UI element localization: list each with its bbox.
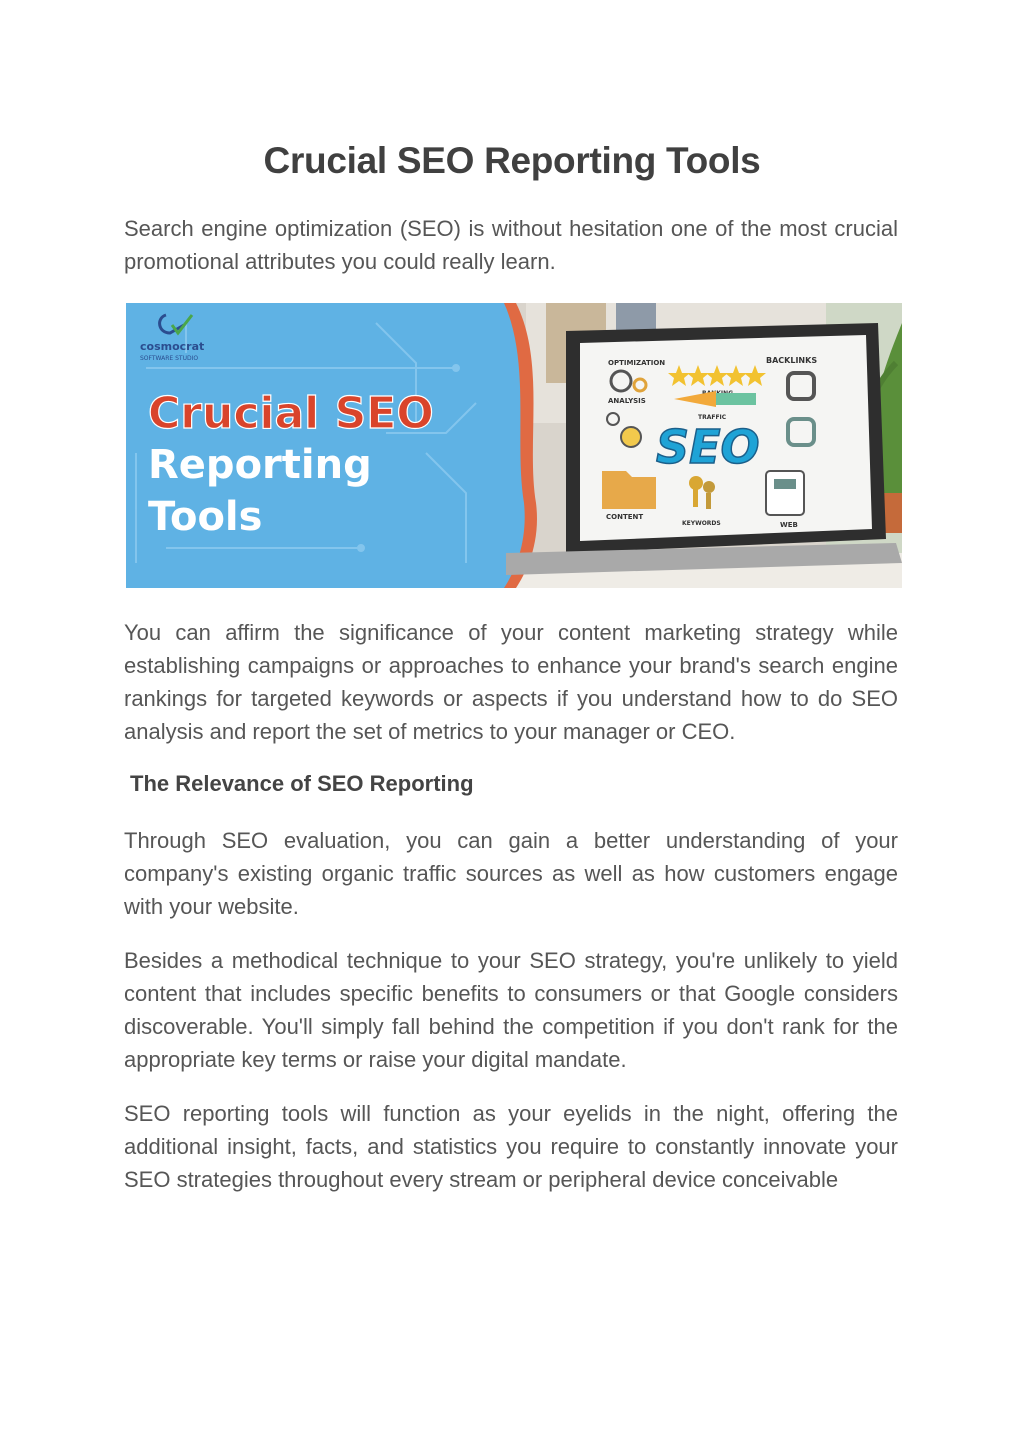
banner-headline-line3: Tools (148, 494, 263, 540)
banner-headline-line2: Reporting (148, 442, 372, 488)
web-icon (766, 471, 804, 515)
section-paragraph: Besides a methodical technique to your SEO strategy, you're unlikely to yield content that includes specific benefits to consumers or that Google considers discoverable. You'll simply fall behind the competition if you don't rank for the appropriate key terms or raise your digital mandate. (124, 948, 898, 1072)
page-title: Crucial SEO Reporting Tools (263, 140, 761, 181)
screen-label-keywords: KEYWORDS (682, 520, 721, 527)
banner-image (126, 303, 902, 588)
body-paragraph: You can affirm the significance of your content marketing strategy while establishing campaigns or approaches to enhance your brand's search engine rankings for targeted keywords or aspects if you understand how to do SEO analysis and report the set of metrics to your manager or CEO. (124, 620, 898, 744)
section-paragraph: Through SEO evaluation, you can gain a better understanding of your company's existing organic traffic sources as well as how customers engage with your website. (124, 828, 898, 919)
section-paragraph: SEO reporting tools will function as your eyelids in the night, offering the additional insight, facts, and statistics you require to constantly innovate your SEO strategies throughout every stream or peripheral device conceivable (124, 1101, 898, 1192)
logo-name: cosmocrat (140, 340, 205, 353)
screen-label-optimization: OPTIMIZATION (608, 359, 666, 367)
screen-label-analysis: ANALYSIS (608, 397, 646, 405)
banner-headline-line1: Crucial SEO (148, 388, 434, 439)
magnifier-icon (621, 427, 641, 447)
screen-label-backlinks: BACKLINKS (766, 356, 818, 365)
screen-label-content: CONTENT (606, 513, 644, 521)
logo-tagline: SOFTWARE STUDIO (140, 355, 199, 362)
screen-label-web: WEB (780, 521, 798, 529)
screen-label-traffic: TRAFFIC (698, 414, 727, 421)
section-heading: The Relevance of SEO Reporting (130, 771, 474, 796)
screen-label-seo: SEO (656, 420, 760, 474)
intro-paragraph: Search engine optimization (SEO) is without hesitation one of the most crucial promotional attributes you could really learn. (124, 216, 898, 274)
